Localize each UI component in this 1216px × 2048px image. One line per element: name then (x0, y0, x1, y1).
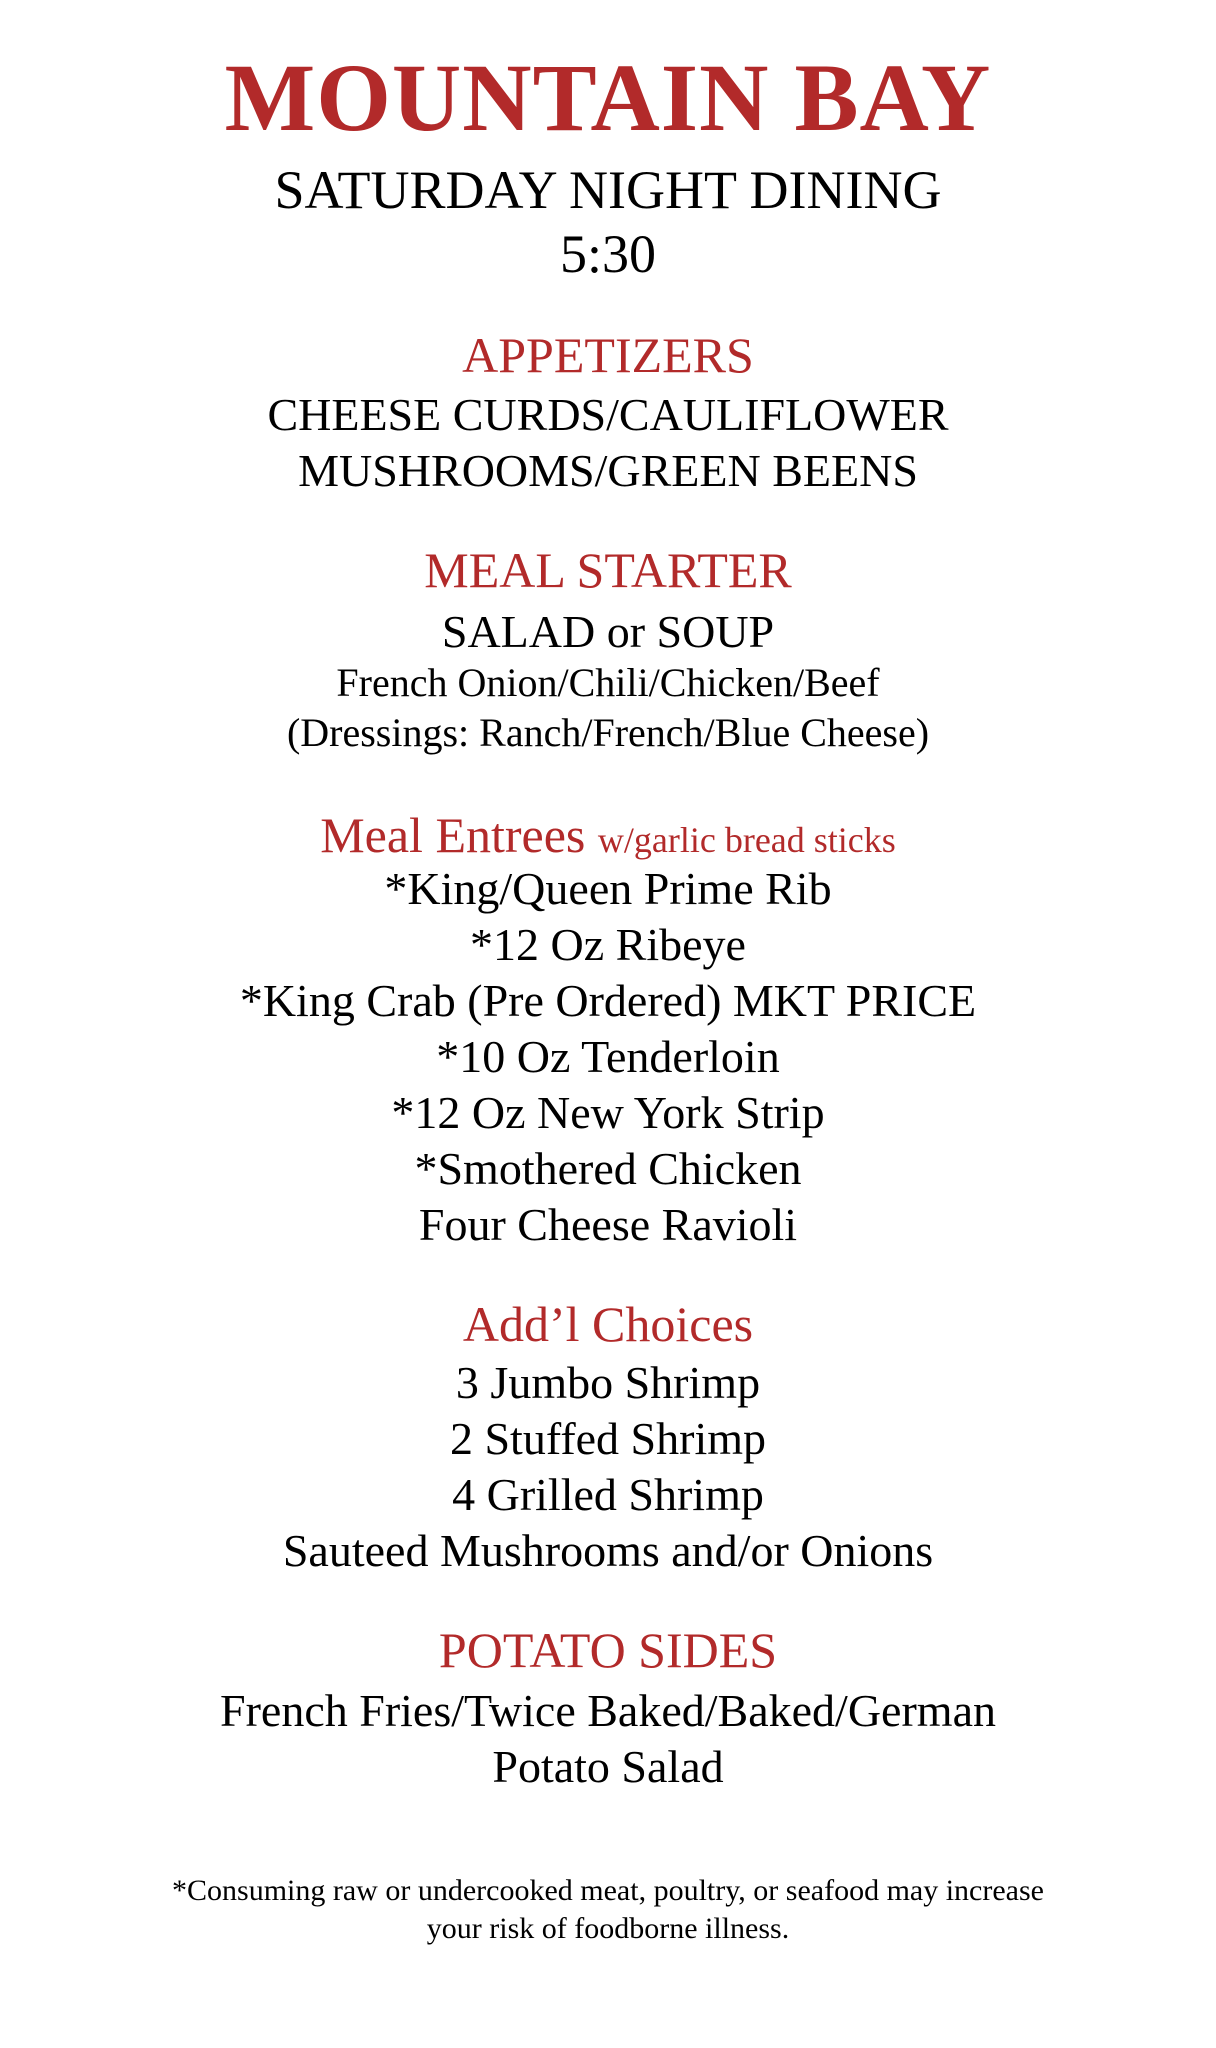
meal-starter-heading: MEAL STARTER (424, 542, 792, 598)
food-safety-disclaimer (0, 1872, 1216, 1948)
potato-sides-line: French Fries/Twice Baked/Baked/German (220, 1685, 996, 1736)
entrees-list (0, 861, 1216, 1253)
meal-starter-options (0, 658, 1216, 758)
entree-item: *King Crab (Pre Ordered) MKT PRICE (239, 975, 977, 1026)
entree-item: *10 Oz Tenderloin (436, 1031, 780, 1082)
additional-choice-item: 2 Stuffed Shrimp (449, 1413, 767, 1464)
appetizers-line: MUSHROOMS/GREEN BEENS (298, 445, 918, 496)
entree-item: *King/Queen Prime Rib (384, 863, 832, 914)
additional-choice-item: Sauteed Mushrooms and/or Onions (282, 1525, 934, 1576)
potato-sides-list (0, 1683, 1216, 1795)
meal-starter-choice: SALAD or SOUP (441, 606, 775, 657)
soup-options: French Onion/Chili/Chicken/Beef (336, 660, 880, 705)
disclaimer-line: your risk of foodborne illness. (426, 1912, 790, 1945)
entrees-heading-title: Meal Entrees (320, 807, 586, 863)
menu-subtitle: SATURDAY NIGHT DINING (274, 160, 942, 220)
dining-time: 5:30 (559, 224, 656, 284)
potato-sides-line: Potato Salad (492, 1741, 724, 1792)
additional-choice-item: 3 Jumbo Shrimp (455, 1357, 761, 1408)
additional-choices-list (0, 1355, 1216, 1579)
entree-item: *12 Oz New York Strip (391, 1087, 825, 1138)
appetizers-line: CHEESE CURDS/CAULIFLOWER (267, 389, 949, 440)
entree-item: Four Cheese Ravioli (418, 1199, 798, 1250)
potato-sides-heading: POTATO SIDES (438, 1622, 778, 1678)
appetizers-heading: APPETIZERS (462, 327, 754, 383)
disclaimer-line: *Consuming raw or undercooked meat, poultry, or seafood may increase (172, 1874, 1044, 1907)
additional-choices-heading: Add’l Choices (462, 1296, 754, 1352)
entree-item: *Smothered Chicken (414, 1143, 802, 1194)
entrees-heading-note: w/garlic bread sticks (597, 820, 896, 860)
appetizers-list (0, 387, 1216, 499)
dressing-options: (Dressings: Ranch/French/Blue Cheese) (286, 710, 930, 755)
restaurant-name: MOUNTAIN BAY (224, 44, 992, 151)
additional-choice-item: 4 Grilled Shrimp (452, 1469, 764, 1520)
entree-item: *12 Oz Ribeye (470, 919, 746, 970)
